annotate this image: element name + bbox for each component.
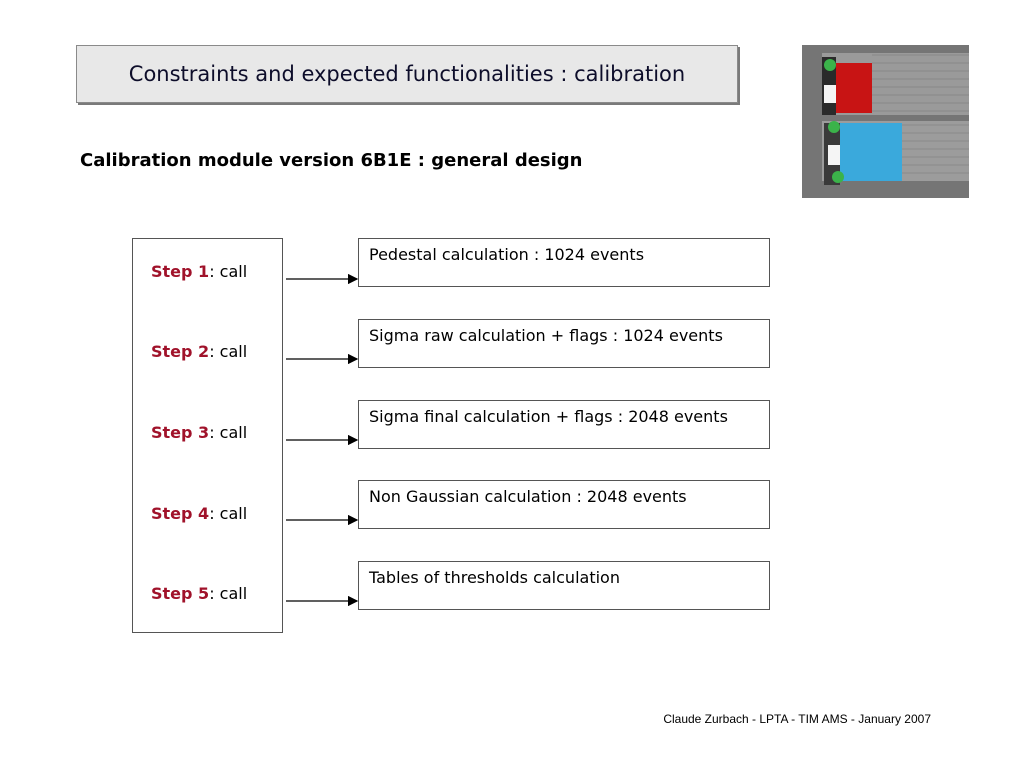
step-label: Step 5 <box>151 584 210 603</box>
step-suffix: : call <box>209 342 248 361</box>
task-label: Sigma raw calculation + flags : 1024 events <box>369 326 723 345</box>
step-label: Step 3 <box>151 423 210 442</box>
step-suffix: : call <box>209 504 248 523</box>
step-label: Step 4 <box>151 504 210 523</box>
task-label: Sigma final calculation + flags : 2048 events <box>369 407 728 426</box>
slide-title: Constraints and expected functionalities : calibration <box>128 62 686 86</box>
slide-footer: Claude Zurbach - LPTA - TIM AMS - January 2007 <box>663 712 931 726</box>
step-suffix: : call <box>209 423 248 442</box>
step-label: Step 1 <box>151 262 210 281</box>
step-suffix: : call <box>209 584 248 603</box>
task-label: Tables of thresholds calculation <box>369 568 620 587</box>
step-label: Step 2 <box>151 342 210 361</box>
section-subtitle: Calibration module version 6B1E : general design <box>80 150 583 171</box>
task-label: Non Gaussian calculation : 2048 events <box>369 487 687 506</box>
task-label: Pedestal calculation : 1024 events <box>369 245 645 264</box>
step-suffix: : call <box>209 262 248 281</box>
